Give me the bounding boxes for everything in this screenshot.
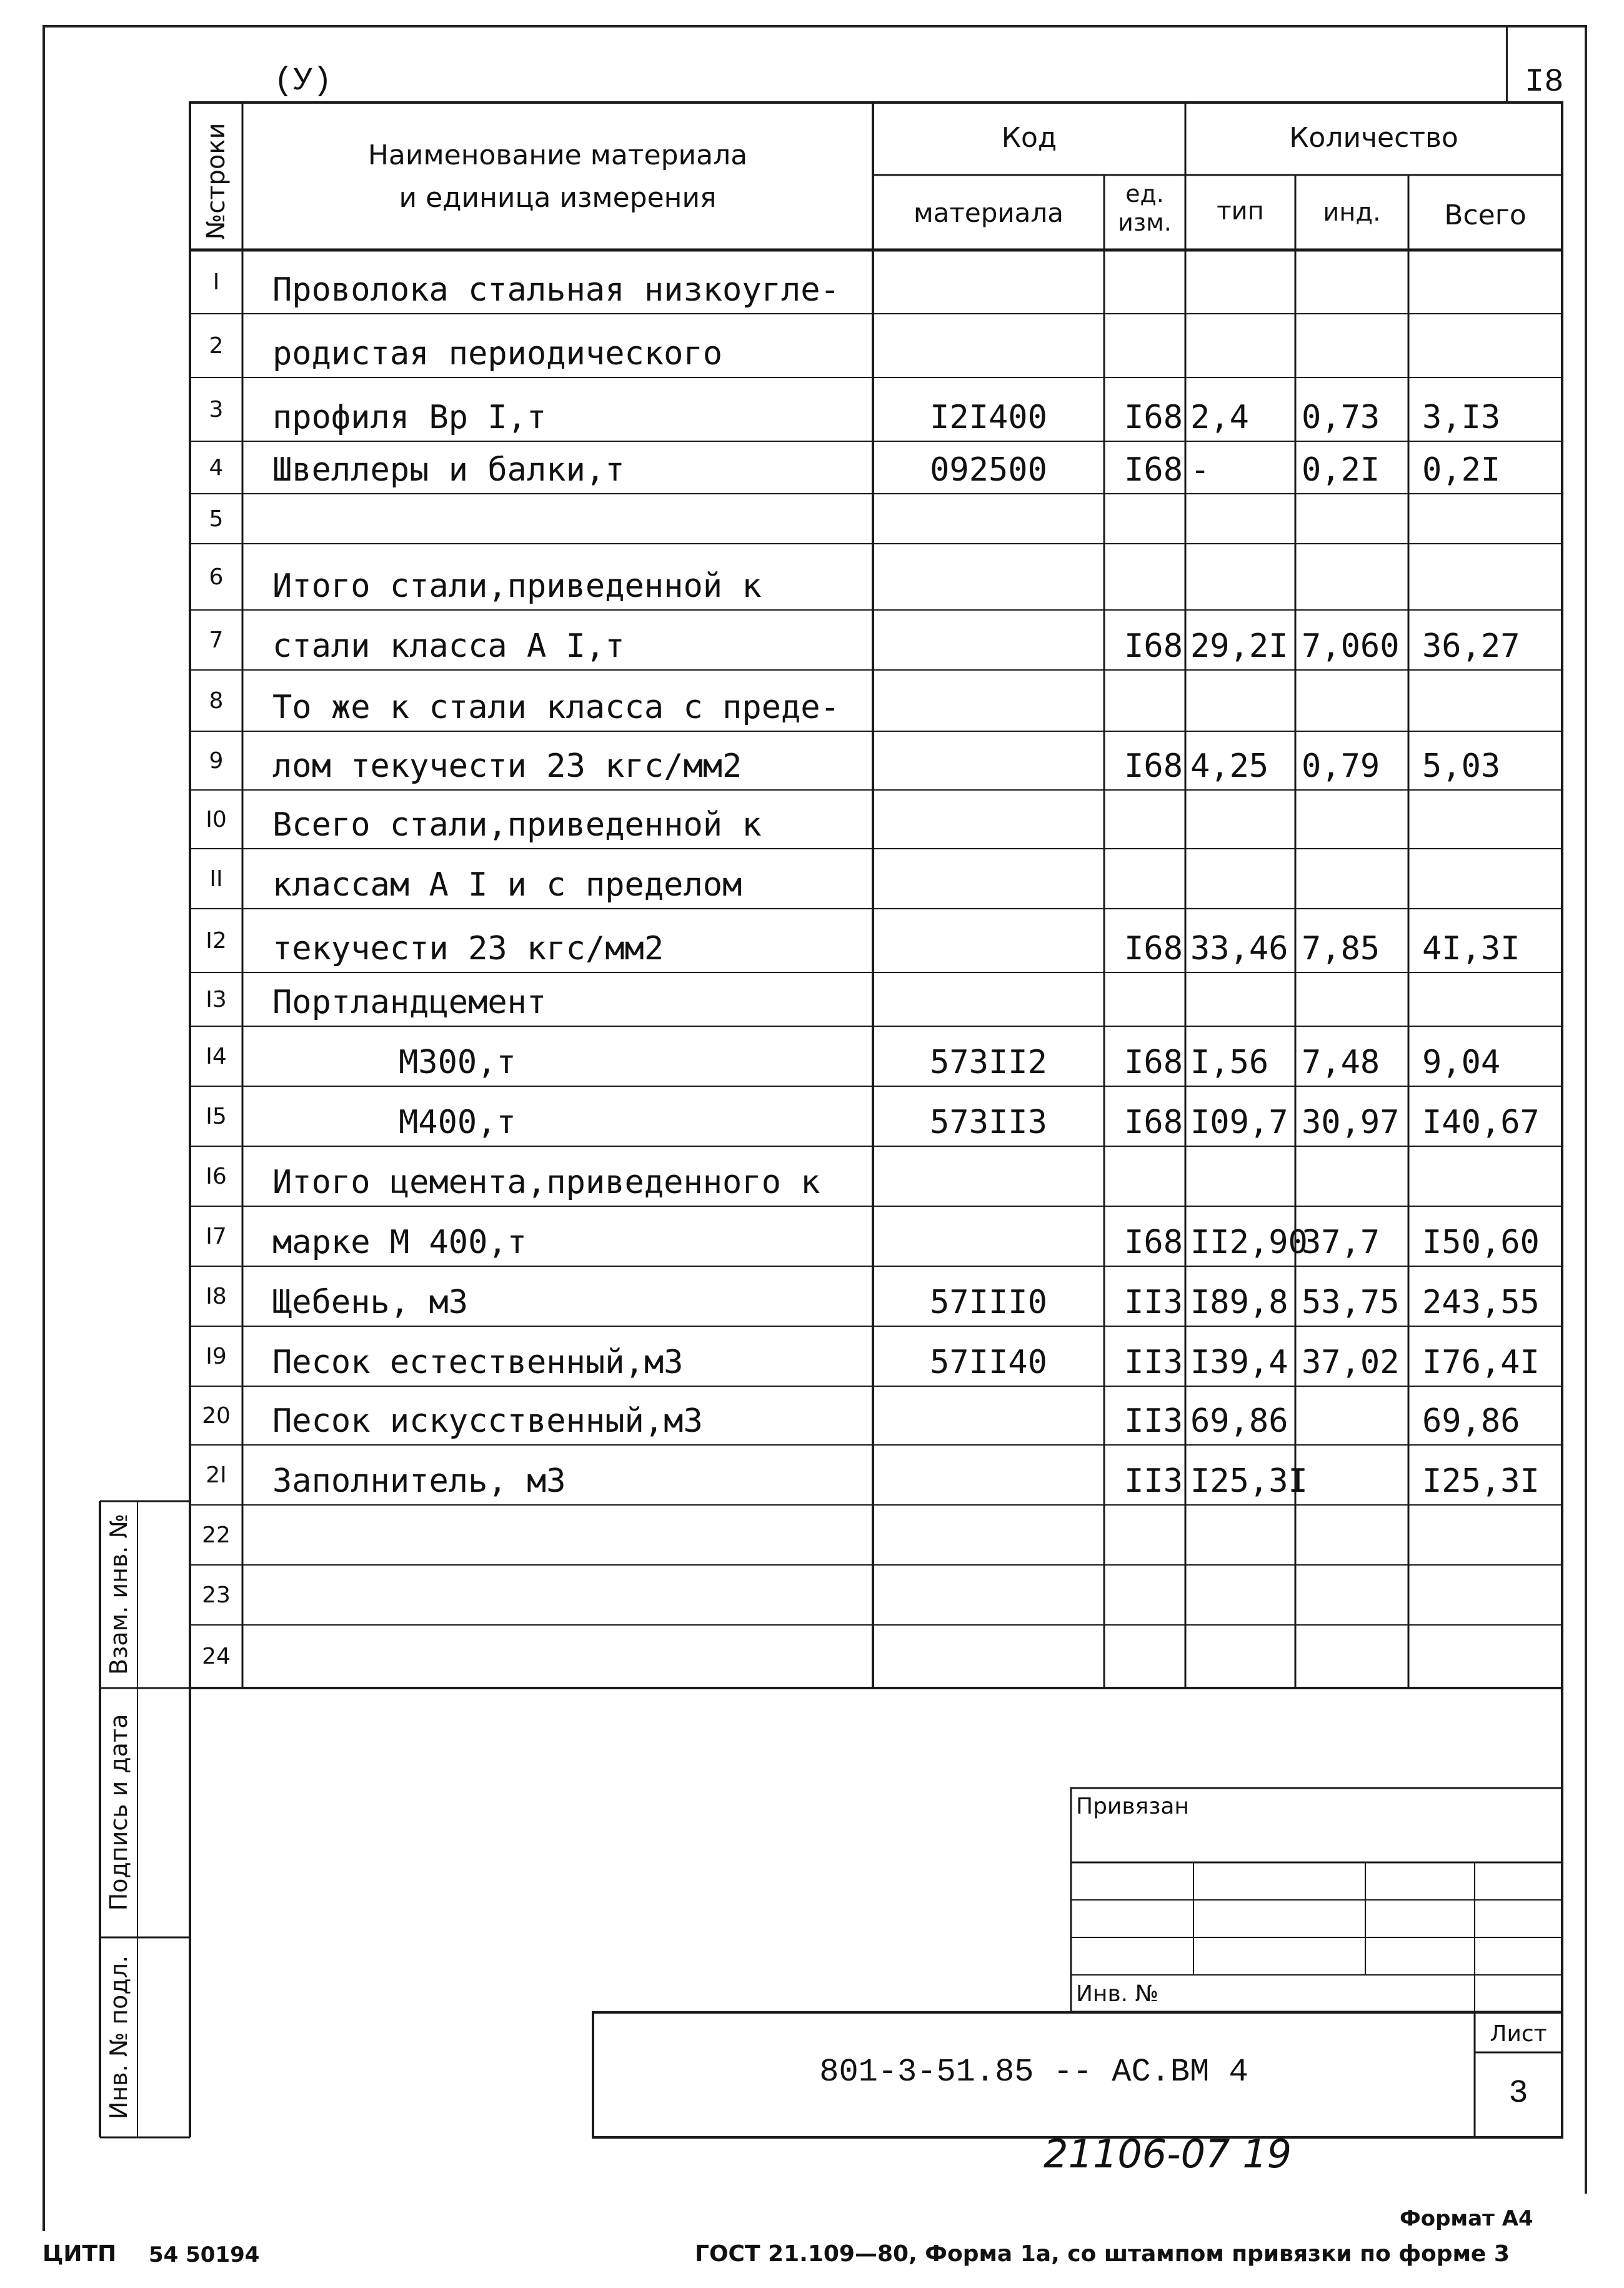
row-number: 7	[209, 627, 224, 653]
stamp-list-label: Лист	[1490, 2021, 1547, 2047]
row-number: 2	[209, 332, 224, 359]
cell-total: 3,I3	[1422, 399, 1501, 436]
sheet-corner-number: I8	[1525, 64, 1564, 101]
row-number: I6	[206, 1163, 227, 1189]
header-name-line2: и единица измерения	[399, 181, 717, 214]
row-number: 9	[209, 747, 224, 774]
cell-unit: II3	[1124, 1402, 1183, 1440]
cell-ind: 7,85	[1302, 930, 1380, 967]
row-number: I7	[206, 1223, 227, 1249]
cell-name: Всего стали,приведенной к	[272, 806, 762, 844]
header-ind: инд.	[1323, 198, 1381, 227]
cell-name: родистая периодического	[272, 335, 723, 372]
cell-code: I2I400	[930, 399, 1047, 436]
footer-left-org: ЦИТП	[42, 2241, 117, 2267]
cell-total: I25,3I	[1422, 1462, 1540, 1500]
cell-code: 573II3	[930, 1104, 1047, 1141]
cell-code: 57III0	[930, 1284, 1047, 1321]
cell-total: 0,2I	[1422, 451, 1501, 489]
side-stamp-podpis-data: Подпись и дата	[105, 1714, 132, 1911]
row-number: 23	[202, 1582, 231, 1608]
cell-name: Песок искусственный,м3	[272, 1402, 703, 1440]
cell-ind: 7,060	[1302, 627, 1400, 665]
row-number: I2	[206, 927, 227, 954]
stamp-privyazan: Привязан	[1076, 1794, 1189, 1819]
row-number: I	[212, 269, 220, 295]
cell-total: 5,03	[1422, 747, 1501, 785]
cell-total: I76,4I	[1422, 1344, 1540, 1381]
cell-typ: 4,25	[1190, 747, 1269, 785]
row-number: I0	[206, 806, 227, 832]
cell-unit: I68	[1124, 1104, 1183, 1141]
doc-code: 801-3-51.85 -- АС.ВМ 4	[819, 2053, 1248, 2091]
corner-mark: (У)	[274, 62, 332, 99]
cell-ind: 37,7	[1302, 1224, 1380, 1261]
cell-typ: I89,8	[1190, 1284, 1288, 1321]
cell-unit: II3	[1124, 1462, 1183, 1500]
cell-total: 243,55	[1422, 1284, 1540, 1321]
cell-code: 57II40	[930, 1344, 1047, 1381]
cell-unit: I68	[1124, 1224, 1183, 1261]
row-number: 24	[202, 1644, 231, 1669]
cell-name: стали класса А I,т	[272, 627, 625, 665]
cell-typ: I39,4	[1190, 1344, 1288, 1381]
cell-name: классам А I и с пределом	[272, 866, 742, 904]
header-code: Код	[1001, 121, 1057, 154]
cell-total: 9,04	[1422, 1044, 1501, 1081]
cell-unit: II3	[1124, 1284, 1183, 1321]
row-number: 2I	[206, 1462, 227, 1488]
cell-name: Портландцемент	[272, 984, 547, 1021]
row-number: 3	[209, 396, 224, 422]
cell-total: 36,27	[1422, 627, 1520, 665]
cell-ind: 7,48	[1302, 1044, 1380, 1081]
header-unit-line2: изм.	[1118, 209, 1172, 236]
row-number: 6	[209, 564, 224, 590]
row-number: I3	[206, 986, 227, 1012]
cell-code: 573II2	[930, 1044, 1047, 1081]
cell-ind: 0,79	[1302, 747, 1380, 785]
row-number: I8	[206, 1283, 227, 1309]
cell-typ: I09,7	[1190, 1104, 1288, 1141]
cell-unit: I68	[1124, 747, 1183, 785]
cell-name: текучести 23 кгс/мм2	[272, 930, 664, 967]
row-number: I5	[206, 1103, 227, 1129]
cell-name: Итого цемента,приведенного к	[272, 1164, 820, 1201]
cell-code: 092500	[930, 451, 1047, 489]
cell-total: 4I,3I	[1422, 930, 1520, 967]
cell-name: лом текучести 23 кгс/мм2	[272, 747, 742, 785]
cell-name: Песок естественный,м3	[272, 1344, 684, 1381]
row-number: 8	[209, 687, 224, 714]
footer-left-num: 54 50194	[149, 2242, 260, 2267]
cell-unit: II3	[1124, 1344, 1183, 1381]
cell-unit: I68	[1124, 930, 1183, 967]
cell-total: I40,67	[1422, 1104, 1540, 1141]
cell-typ: I25,3I	[1190, 1462, 1308, 1500]
cell-total: 69,86	[1422, 1402, 1520, 1440]
side-stamp-vzam-inv: Взам. инв. №	[105, 1514, 132, 1676]
cell-unit: I68	[1124, 627, 1183, 665]
cell-name: То же к стали класса с преде-	[272, 689, 840, 726]
cell-name: Итого стали,приведенной к	[272, 567, 762, 605]
header-code-material: материала	[913, 197, 1064, 228]
cell-typ: 33,46	[1190, 930, 1288, 967]
cell-ind: 0,2I	[1302, 451, 1380, 489]
cell-typ: 29,2I	[1190, 627, 1288, 665]
row-number: 4	[209, 454, 224, 481]
row-number: II	[209, 866, 223, 892]
cell-ind: 0,73	[1302, 399, 1380, 436]
cell-unit: I68	[1124, 451, 1183, 489]
cell-typ: I,56	[1190, 1044, 1269, 1081]
cell-name: Заполнитель, м3	[272, 1462, 566, 1500]
cell-typ: II2,90	[1190, 1224, 1308, 1261]
cell-unit: I68	[1124, 1044, 1183, 1081]
handwritten-number: 21106-07 19	[1044, 2131, 1292, 2177]
cell-unit: I68	[1124, 399, 1183, 436]
cell-name: Проволока стальная низкоугле-	[272, 271, 840, 309]
cell-ind: 53,75	[1302, 1284, 1400, 1321]
cell-ind: 30,97	[1302, 1104, 1400, 1141]
row-number: I4	[206, 1043, 227, 1069]
row-number: 22	[202, 1522, 231, 1548]
stamp-inv-no: Инв. №	[1076, 1981, 1159, 2007]
header-name-line1: Наименование материала	[367, 139, 748, 171]
header-typ: тип	[1217, 197, 1264, 226]
cell-name: марке М 400,т	[272, 1224, 527, 1261]
header-quantity: Количество	[1289, 121, 1458, 154]
row-number: 5	[209, 506, 224, 532]
format-label: Формат А4	[1400, 2206, 1533, 2231]
row-number: I9	[206, 1343, 227, 1369]
cell-typ: 2,4	[1190, 399, 1249, 436]
footer-gost: ГОСТ 21.109—80, Форма 1а, со штампом привязки по форме 3	[695, 2241, 1510, 2267]
cell-name: М400,т	[399, 1104, 516, 1141]
cell-name: М300,т	[399, 1044, 516, 1081]
header-total: Всего	[1444, 199, 1527, 231]
stamp-list-number: 3	[1508, 2074, 1528, 2112]
header-unit-line1: ед.	[1125, 180, 1164, 207]
cell-ind: 37,02	[1302, 1344, 1400, 1381]
cell-total: I50,60	[1422, 1224, 1540, 1261]
side-stamp-inv-podl: Инв. № подл.	[105, 1955, 132, 2120]
cell-typ: -	[1190, 451, 1210, 489]
cell-name: Швеллеры и балки,т	[272, 451, 625, 489]
header-row-no: №строки	[202, 122, 231, 240]
cell-typ: 69,86	[1190, 1402, 1288, 1440]
cell-name: Щебень, м3	[272, 1284, 469, 1321]
row-number: 20	[202, 1402, 231, 1429]
cell-name: профиля Вр I,т	[272, 399, 547, 436]
